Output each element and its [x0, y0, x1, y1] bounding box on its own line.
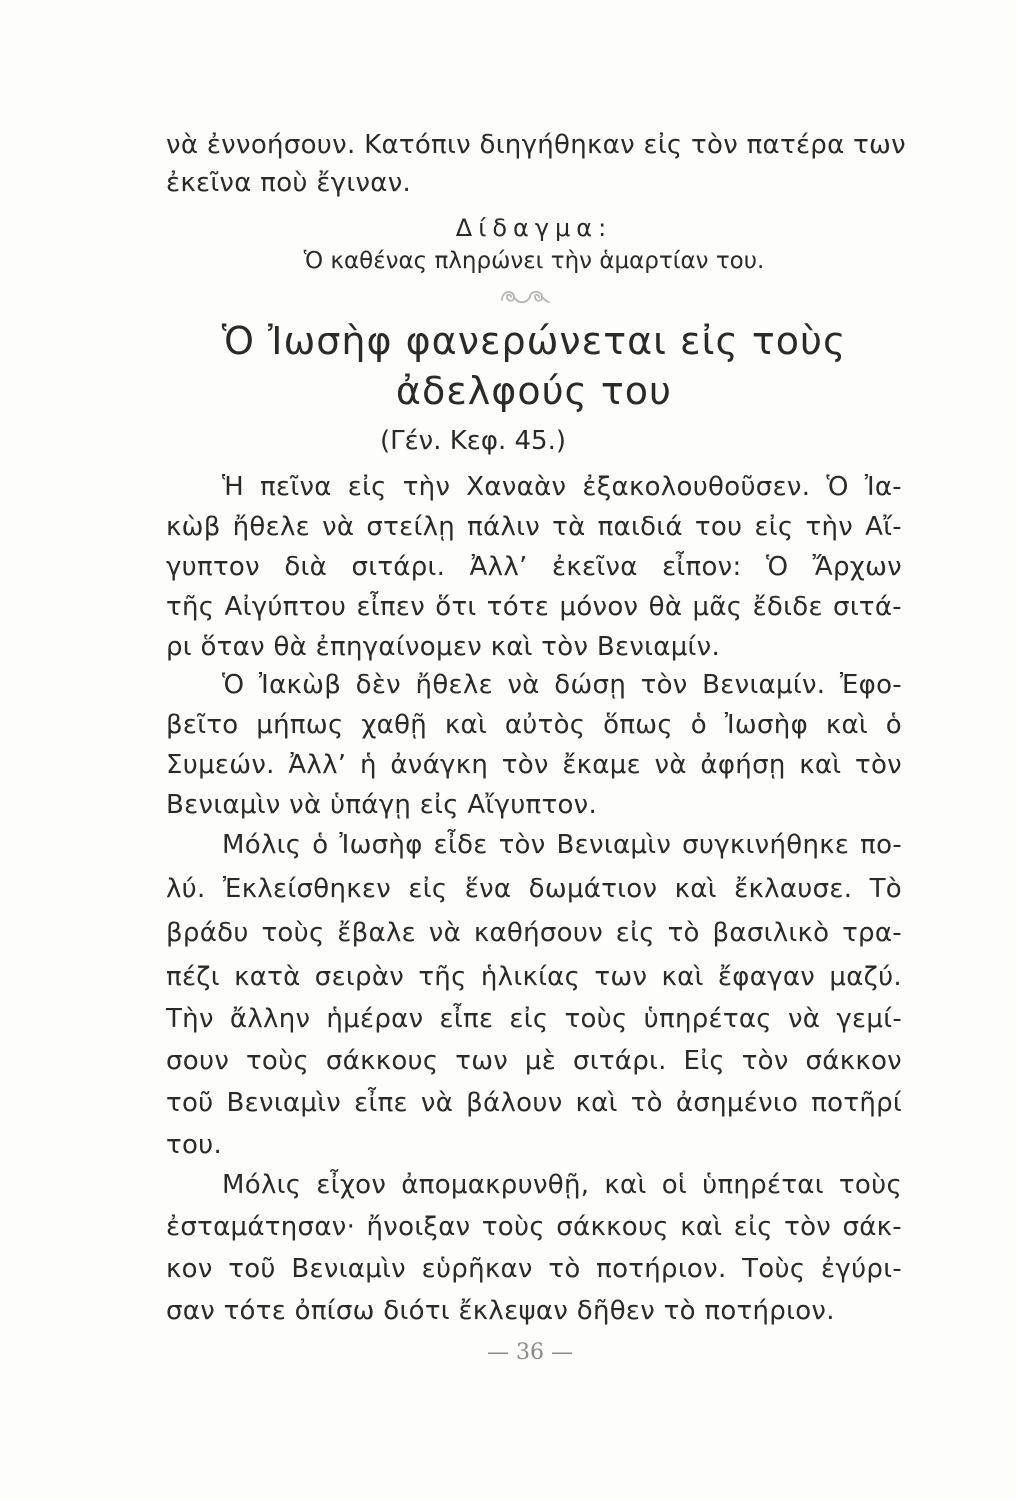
text-line: πέζι κατὰ σειρὰν τῆς ἡλικίας των καὶ ἔφαγαν μαζύ.	[166, 962, 902, 992]
text-line: βεῖτο μήπως χαθῇ καὶ αὐτὸς ὅπως ὁ Ἰωσὴφ καὶ ὁ	[166, 710, 902, 740]
text-line: λύ. Ἐκλείσθηκεν εἰς ἕνα δωμάτιον καὶ ἔκλαυσε. Τὸ	[166, 874, 902, 904]
text-line: ἐσταμάτησαν· ἤνοιξαν τοὺς σάκκους καὶ εἰς τὸν σάκ-	[166, 1212, 902, 1242]
text-line: σουν τοὺς σάκκους των μὲ σιτάρι. Εἰς τὸν σάκκον	[166, 1046, 902, 1076]
page-number: — 36 —	[487, 1340, 573, 1365]
scroll-ornament-icon	[496, 284, 552, 308]
text-line: Βενιαμὶν νὰ ὑπάγῃ εἰς Αἴγυπτον.	[166, 790, 598, 820]
text-line: κον τοῦ Βενιαμὶν εὑρῆκαν τὸ ποτήριον. Τοὺς ἐγύρι-	[166, 1254, 902, 1284]
lesson-label: Δίδαγμα:	[455, 214, 613, 242]
text-line: Μόλις ὁ Ἰωσὴφ εἶδε τὸν Βενιαμὶν συγκινήθηκε πο-	[222, 830, 902, 860]
text-line: τοῦ Βενιαμὶν εἶπε νὰ βάλουν καὶ τὸ ἀσημένιο ποτῆρί	[166, 1088, 902, 1118]
text-line: Τὴν ἄλλην ἡμέραν εἶπε εἰς τοὺς ὑπηρέτας νὰ γεμί-	[166, 1004, 902, 1034]
chapter-heading-line-2: ἀδελφούς του	[395, 369, 673, 413]
text-line: Συμεών. Ἀλλ’ ἡ ἀνάγκη τὸν ἔκαμε νὰ ἀφήσῃ καὶ τὸν	[166, 750, 902, 780]
text-line: βράδυ τοὺς ἔβαλε νὰ καθήσουν εἰς τὸ βασιλικὸ τρα-	[166, 918, 902, 948]
text-line: νὰ ἐννοήσουν. Κατόπιν διηγήθηκαν εἰς τὸν πατέρα των	[166, 130, 906, 160]
text-line: σαν τότε ὀπίσω διότι ἔκλεψαν δῆθεν τὸ ποτήριον.	[166, 1296, 835, 1326]
chapter-heading-line-1: Ὁ Ἰωσὴφ φανερώνεται εἰς τοὺς	[221, 319, 847, 363]
text-line: ἐκεῖνα ποὺ ἔγιναν.	[166, 168, 412, 198]
text-line: τῆς Αἰγύπτου εἶπεν ὅτι τότε μόνον θὰ μᾶς ἔδιδε σιτά-	[166, 592, 902, 622]
text-line: κὼβ ἤθελε νὰ στείλῃ πάλιν τὰ παιδιά του εἰς τὴν Αἴ-	[166, 512, 902, 542]
text-line: του.	[166, 1130, 223, 1160]
text-line: ρι ὅταν θὰ ἐπηγαίνομεν καὶ τὸν Βενιαμίν.	[166, 632, 721, 662]
moral-text: Ὁ καθένας πληρώνει τὴν ἁμαρτίαν του.	[303, 248, 765, 274]
text-line: Ὁ Ἰακὼβ δὲν ἤθελε νὰ δώσῃ τὸν Βενιαμίν. Ἐφο-	[222, 670, 902, 700]
text-line: Μόλις εἶχον ἀπομακρυνθῇ, καὶ οἱ ὑπηρέται τοὺς	[222, 1170, 902, 1200]
scripture-reference: (Γέν. Κεφ. 45.)	[380, 426, 567, 456]
text-line: Ἡ πεῖνα εἰς τὴν Χαναὰν ἐξακολουθοῦσεν. Ὁ Ἰα-	[222, 472, 902, 502]
text-line: γυπτον διὰ σιτάρι. Ἀλλ’ ἐκεῖνα εἶπον: Ὁ Ἄρχων	[166, 552, 902, 582]
